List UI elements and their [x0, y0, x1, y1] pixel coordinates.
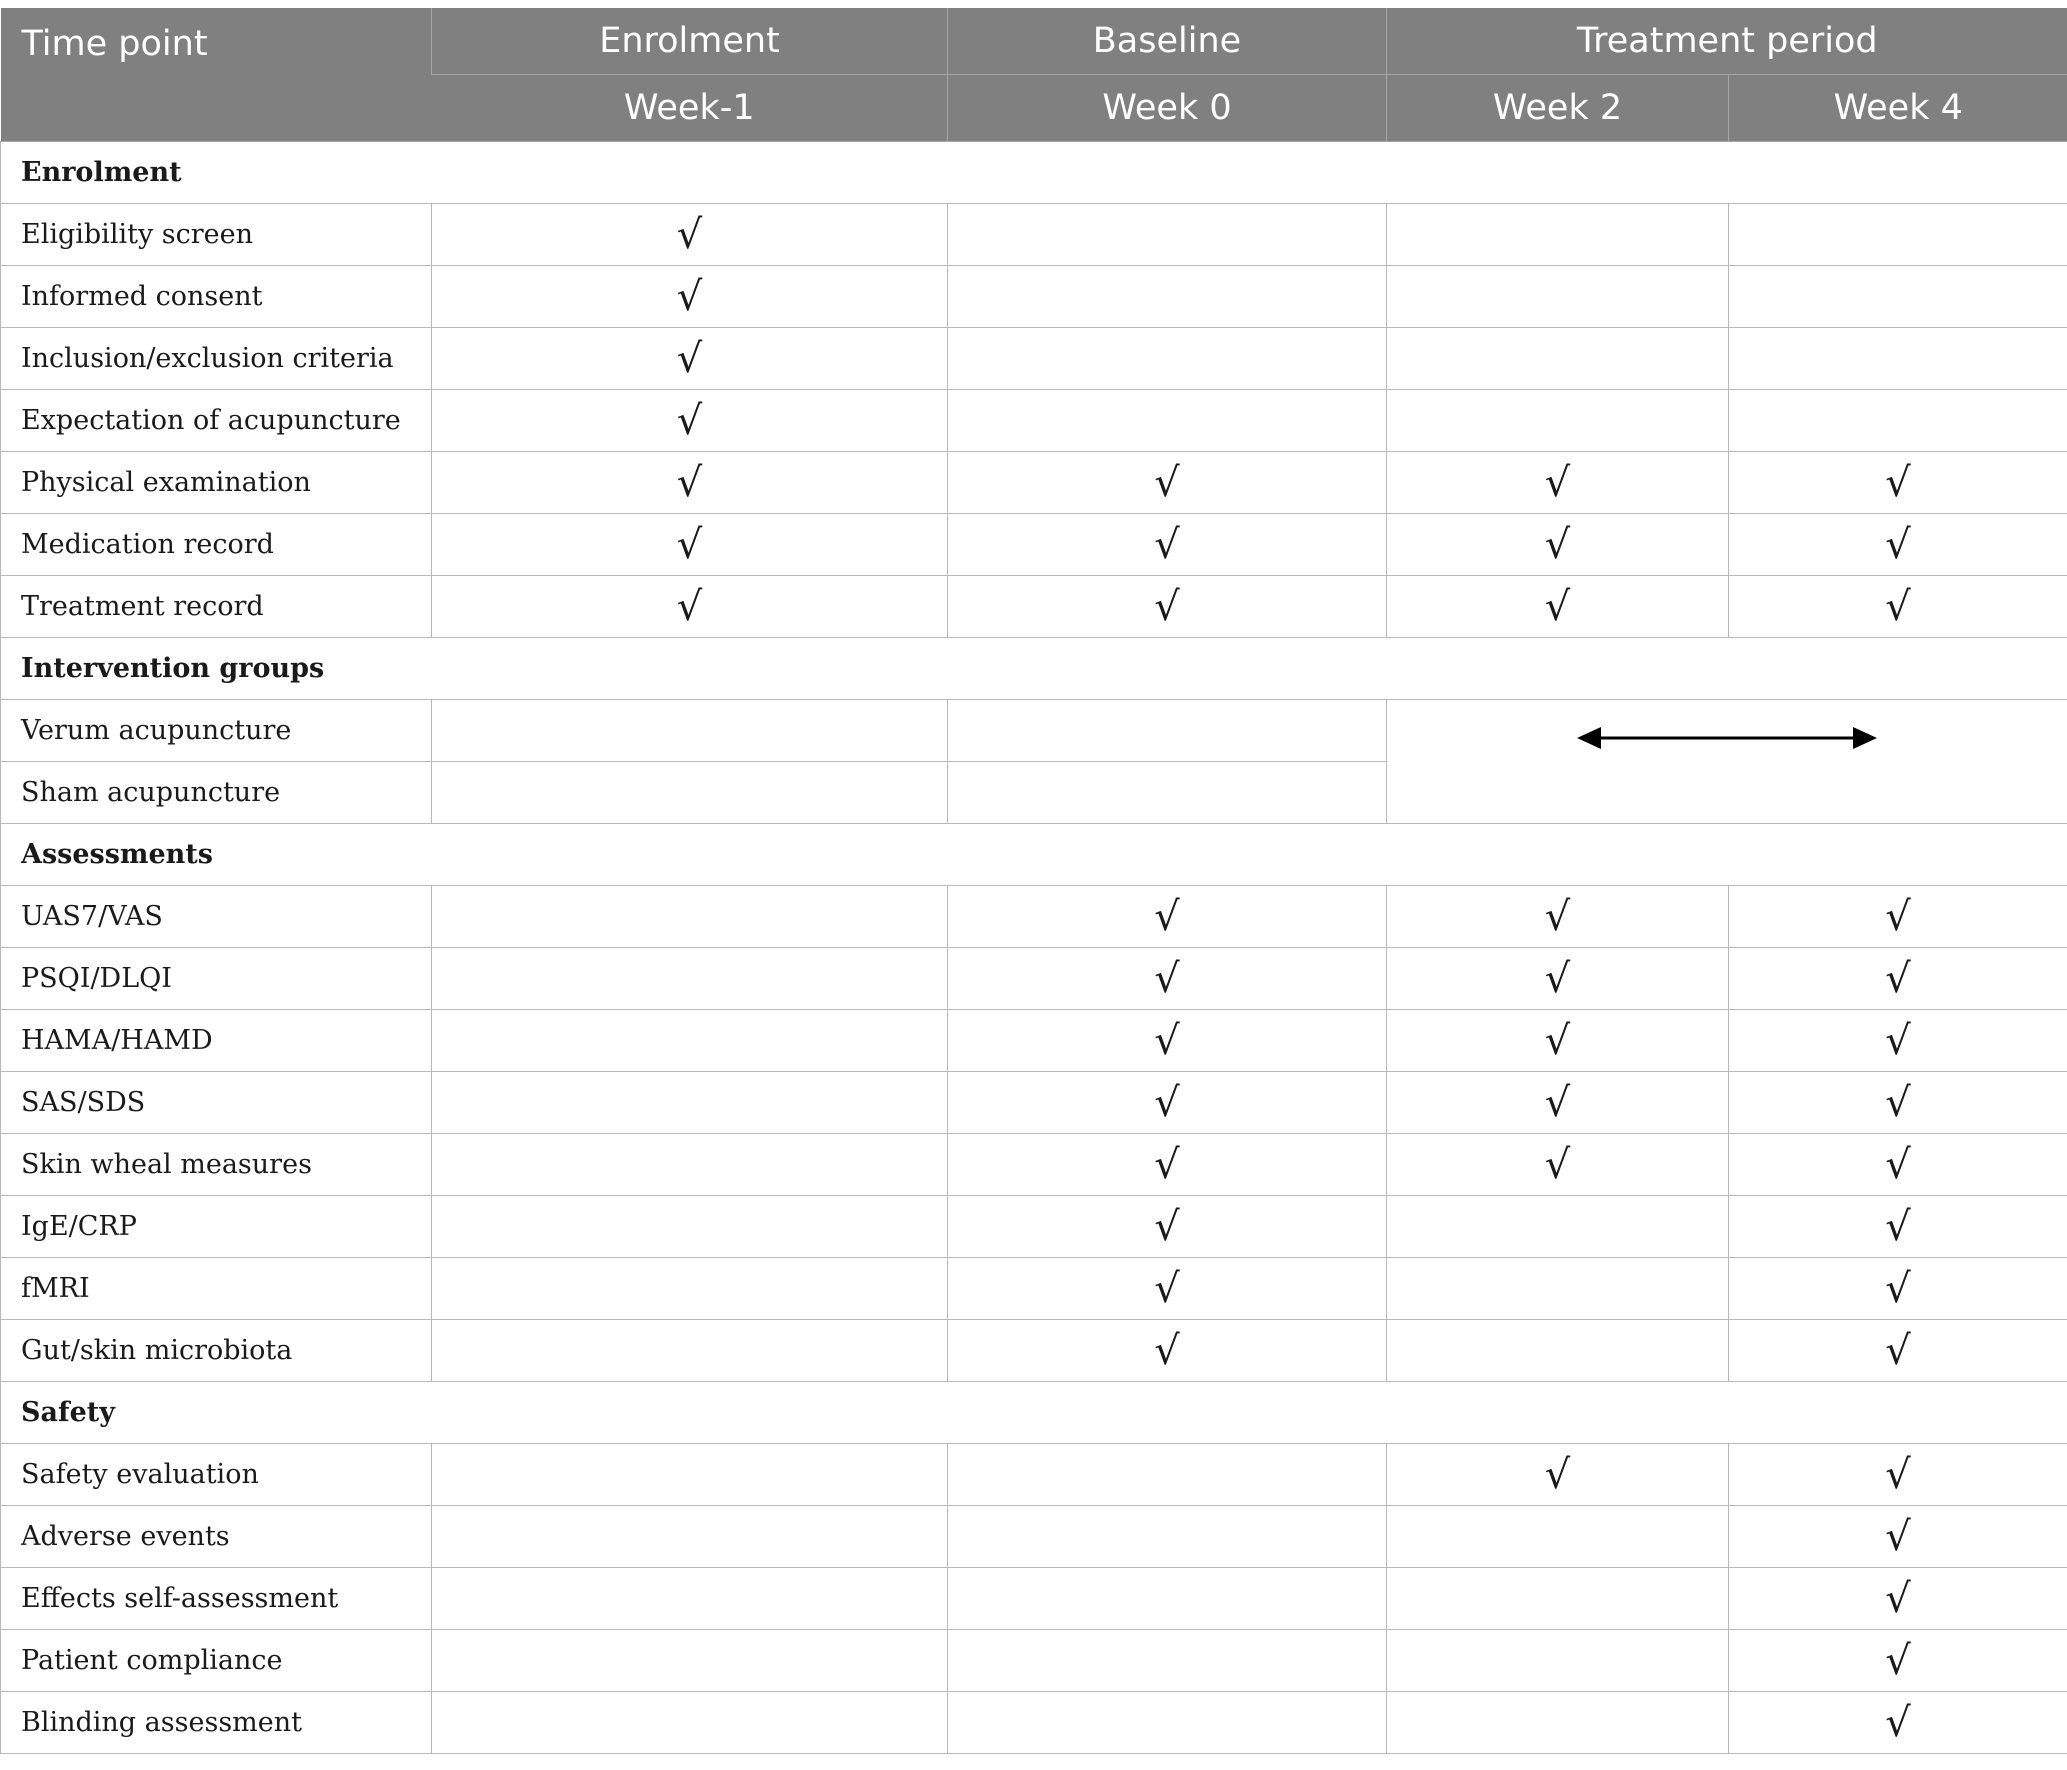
row-label: Inclusion/exclusion criteria — [1, 328, 432, 390]
empty-cell — [1387, 1630, 1729, 1692]
row-label: PSQI/DLQI — [1, 948, 432, 1010]
empty-cell — [948, 266, 1387, 328]
check-mark-icon: √ — [948, 576, 1387, 638]
check-mark-icon: √ — [432, 390, 948, 452]
check-mark-icon: √ — [1729, 948, 2067, 1010]
header-week-2: Week 2 — [1387, 75, 1729, 142]
empty-cell — [432, 1134, 948, 1196]
header-group-baseline: Baseline — [948, 8, 1387, 75]
check-mark-icon: √ — [948, 1196, 1387, 1258]
section-row — [1, 824, 2067, 886]
check-mark-icon: √ — [1387, 514, 1729, 576]
table-row — [1, 886, 2067, 948]
empty-cell — [432, 1196, 948, 1258]
header-row-groups — [1, 8, 2067, 75]
row-label: Eligibility screen — [1, 204, 432, 266]
empty-cell — [948, 1506, 1387, 1568]
row-label: fMRI — [1, 1258, 432, 1320]
row-label: Verum acupuncture — [1, 700, 432, 762]
schedule-table — [0, 8, 2067, 1754]
empty-cell — [432, 1444, 948, 1506]
table-body — [1, 142, 2067, 1754]
table-row — [1, 1320, 2067, 1382]
check-mark-icon: √ — [1729, 1692, 2067, 1754]
check-mark-icon: √ — [1729, 1134, 2067, 1196]
row-label: SAS/SDS — [1, 1072, 432, 1134]
header-week-minus-1: Week-1 — [432, 75, 948, 142]
check-mark-icon: √ — [1729, 514, 2067, 576]
check-mark-icon: √ — [1387, 948, 1729, 1010]
table-row — [1, 1258, 2067, 1320]
table-row — [1, 576, 2067, 638]
section-title: Assessments — [1, 824, 2067, 886]
empty-cell — [1387, 1258, 1729, 1320]
row-label: Skin wheal measures — [1, 1134, 432, 1196]
table-row — [1, 266, 2067, 328]
row-label: Gut/skin microbiota — [1, 1320, 432, 1382]
empty-cell — [948, 1444, 1387, 1506]
check-mark-icon: √ — [1387, 576, 1729, 638]
empty-cell — [1387, 328, 1729, 390]
check-mark-icon: √ — [1387, 1010, 1729, 1072]
empty-cell — [1729, 328, 2067, 390]
empty-cell — [948, 204, 1387, 266]
check-mark-icon: √ — [432, 328, 948, 390]
check-mark-icon: √ — [1387, 1072, 1729, 1134]
empty-cell — [1387, 1568, 1729, 1630]
empty-cell — [432, 948, 948, 1010]
treatment-duration-arrow-cell — [1387, 700, 2067, 824]
empty-cell — [1729, 390, 2067, 452]
empty-cell — [948, 390, 1387, 452]
row-label: HAMA/HAMD — [1, 1010, 432, 1072]
table-row — [1, 452, 2067, 514]
row-label: Adverse events — [1, 1506, 432, 1568]
empty-cell — [432, 1258, 948, 1320]
table-row — [1, 1630, 2067, 1692]
section-title: Intervention groups — [1, 638, 2067, 700]
row-label: Informed consent — [1, 266, 432, 328]
empty-cell — [432, 762, 948, 824]
check-mark-icon: √ — [1729, 1320, 2067, 1382]
empty-cell — [1387, 204, 1729, 266]
check-mark-icon: √ — [1729, 576, 2067, 638]
header-time-point: Time point — [1, 8, 432, 142]
check-mark-icon: √ — [1387, 1444, 1729, 1506]
empty-cell — [432, 700, 948, 762]
check-mark-icon: √ — [1729, 886, 2067, 948]
check-mark-icon: √ — [1729, 1506, 2067, 1568]
empty-cell — [1387, 1692, 1729, 1754]
row-label: Blinding assessment — [1, 1692, 432, 1754]
table-row — [1, 1692, 2067, 1754]
table-row — [1, 204, 2067, 266]
row-label: IgE/CRP — [1, 1196, 432, 1258]
check-mark-icon: √ — [1729, 1444, 2067, 1506]
empty-cell — [948, 1568, 1387, 1630]
empty-cell — [432, 1630, 948, 1692]
empty-cell — [1387, 390, 1729, 452]
check-mark-icon: √ — [948, 1258, 1387, 1320]
check-mark-icon: √ — [1387, 452, 1729, 514]
empty-cell — [432, 1072, 948, 1134]
empty-cell — [948, 700, 1387, 762]
check-mark-icon: √ — [1729, 1196, 2067, 1258]
empty-cell — [1387, 1196, 1729, 1258]
table-row — [1, 1568, 2067, 1630]
check-mark-icon: √ — [1387, 1134, 1729, 1196]
row-label: UAS7/VAS — [1, 886, 432, 948]
check-mark-icon: √ — [948, 1134, 1387, 1196]
row-label: Safety evaluation — [1, 1444, 432, 1506]
empty-cell — [432, 1568, 948, 1630]
check-mark-icon: √ — [432, 514, 948, 576]
empty-cell — [432, 1506, 948, 1568]
check-mark-icon: √ — [432, 204, 948, 266]
table-row — [1, 1196, 2067, 1258]
table-row — [1, 514, 2067, 576]
header-group-enrolment: Enrolment — [432, 8, 948, 75]
section-title: Enrolment — [1, 142, 2067, 204]
row-label: Patient compliance — [1, 1630, 432, 1692]
row-label: Physical examination — [1, 452, 432, 514]
check-mark-icon: √ — [948, 514, 1387, 576]
table-row — [1, 1506, 2067, 1568]
row-label: Medication record — [1, 514, 432, 576]
section-title: Safety — [1, 1382, 2067, 1444]
check-mark-icon: √ — [432, 452, 948, 514]
section-row — [1, 1382, 2067, 1444]
empty-cell — [432, 1320, 948, 1382]
check-mark-icon: √ — [948, 948, 1387, 1010]
table-row — [1, 700, 2067, 762]
check-mark-icon: √ — [1729, 1072, 2067, 1134]
check-mark-icon: √ — [432, 576, 948, 638]
check-mark-icon: √ — [948, 1320, 1387, 1382]
check-mark-icon: √ — [1729, 1630, 2067, 1692]
header-group-treatment-period: Treatment period — [1387, 8, 2067, 75]
table-header — [1, 8, 2067, 142]
empty-cell — [948, 762, 1387, 824]
table-row — [1, 328, 2067, 390]
table-row — [1, 1072, 2067, 1134]
empty-cell — [432, 886, 948, 948]
check-mark-icon: √ — [948, 1010, 1387, 1072]
table-row — [1, 390, 2067, 452]
empty-cell — [948, 1692, 1387, 1754]
empty-cell — [1729, 266, 2067, 328]
check-mark-icon: √ — [1729, 1258, 2067, 1320]
check-mark-icon: √ — [948, 1072, 1387, 1134]
check-mark-icon: √ — [1387, 886, 1729, 948]
section-row — [1, 142, 2067, 204]
check-mark-icon: √ — [432, 266, 948, 328]
check-mark-icon: √ — [948, 886, 1387, 948]
table-row — [1, 1444, 2067, 1506]
row-label: Sham acupuncture — [1, 762, 432, 824]
row-label: Treatment record — [1, 576, 432, 638]
check-mark-icon: √ — [1729, 1010, 2067, 1072]
empty-cell — [432, 1010, 948, 1072]
header-week-4: Week 4 — [1729, 75, 2067, 142]
check-mark-icon: √ — [1729, 1568, 2067, 1630]
table-row — [1, 1010, 2067, 1072]
empty-cell — [1387, 266, 1729, 328]
row-label: Effects self-assessment — [1, 1568, 432, 1630]
empty-cell — [948, 1630, 1387, 1692]
check-mark-icon: √ — [1729, 452, 2067, 514]
empty-cell — [432, 1692, 948, 1754]
empty-cell — [1729, 204, 2067, 266]
empty-cell — [1387, 1320, 1729, 1382]
check-mark-icon: √ — [948, 452, 1387, 514]
empty-cell — [948, 328, 1387, 390]
table-row — [1, 1134, 2067, 1196]
section-row — [1, 638, 2067, 700]
row-label: Expectation of acupuncture — [1, 390, 432, 452]
double-arrow-icon — [1577, 726, 1877, 750]
empty-cell — [1387, 1506, 1729, 1568]
table-row — [1, 948, 2067, 1010]
header-week-0: Week 0 — [948, 75, 1387, 142]
